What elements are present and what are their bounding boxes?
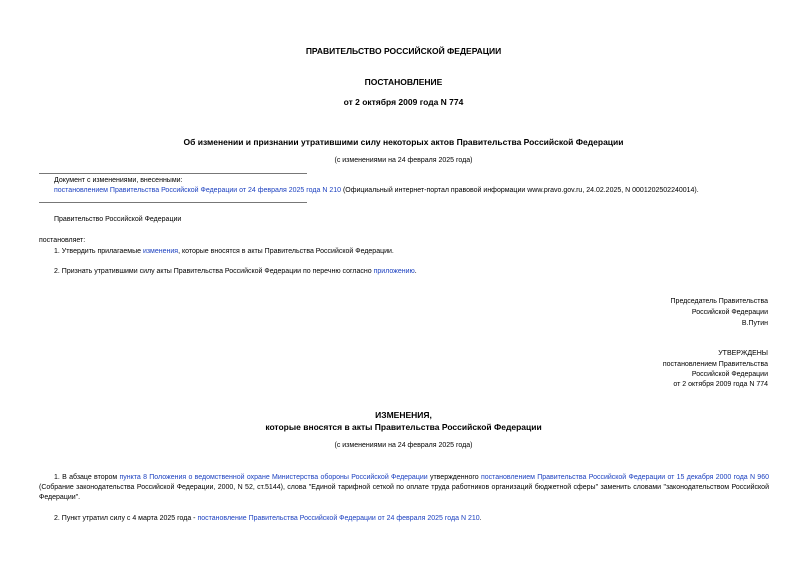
changes-edition-note: (с изменениями на 24 февраля 2025 года) (334, 442, 473, 449)
document-type: ПОСТАНОВЛЕНИЕ (364, 77, 443, 87)
regulation-link[interactable]: пункта 8 Положения о ведомственной охране Министерства обороны Российской Федерации (119, 474, 428, 481)
amendment-source: (Официальный интернет-портал правовой информации www.pravo.gov.ru, 24.02.2025, N 0001202502240014). (341, 187, 699, 194)
approval-country: Российской Федерации (691, 371, 768, 378)
signature-title: Председатель Правительства (670, 298, 768, 305)
approval-by: постановлением Правительства (662, 361, 768, 368)
signature-name: В.Путин (741, 320, 768, 327)
changes-title: ИЗМЕНЕНИЯ, (375, 410, 432, 420)
document-title: Об изменении и признании утратившими силу некоторых актов Правительства Российской Федерации (183, 137, 624, 147)
decree-210-link[interactable]: постановление Правительства Российской Федерации от 24 февраля 2025 года N 210 (197, 515, 480, 522)
changes-subtitle: которые вносятся в акты Правительства Российской Федерации (265, 422, 542, 432)
government-line: Правительство Российской Федерации (54, 216, 182, 223)
appendix-link[interactable]: приложению (373, 268, 415, 275)
item-1: 1. Утвердить прилагаемые изменения, которые вносятся в акты Правительства Российской Федерации. (54, 248, 394, 255)
signature-country: Российской Федерации (691, 309, 768, 316)
changes-paragraph-2: 2. Пункт утратил силу с 4 марта 2025 года - постановление Правительства Российской Федерации от 24 февраля 2025 года N 210. (54, 515, 482, 522)
item-2: 2. Признать утратившими силу акты Правительства Российской Федерации по перечню согласно приложению. (54, 268, 417, 275)
changes-paragraph-1: 1. В абзаце втором пункта 8 Положения о ведомственной охране Министерства обороны Российской Федерации утвержденного постановлением Правительства Российской Федерации от 15 декабря 2000 года N 960 (Собрание законодательства Российской Федерации, 2000, N 52, ст.5144), слова "Единой тарифной сеткой по оплате труда работников организаций бюджетной сферы" заменить словами "законодательством Российской Федерации". (39, 474, 769, 501)
government-heading: ПРАВИТЕЛЬСТВО РОССИЙСКОЙ ФЕДЕРАЦИИ (305, 46, 502, 56)
amendment-link[interactable]: постановлением Правительства Российской Федерации от 24 февраля 2025 года N 210 (54, 187, 341, 194)
amendments-line (54, 186, 699, 196)
amendments-divider-top (39, 173, 307, 174)
approval-date: от 2 октября 2009 года N 774 (673, 381, 768, 388)
changes-link[interactable]: изменения (142, 248, 179, 255)
decree-960-link[interactable]: постановлением Правительства Российской Федерации от 15 декабря 2000 года N 960 (480, 474, 769, 481)
edition-note: (с изменениями на 24 февраля 2025 года) (334, 157, 473, 164)
document-date-number: от 2 октября 2009 года N 774 (343, 97, 464, 107)
resolves-line: постановляет: (39, 237, 86, 244)
amendments-divider-bottom (39, 202, 307, 203)
approval-heading: УТВЕРЖДЕНЫ (718, 350, 768, 357)
amendments-intro: Документ с изменениями, внесенными: (54, 177, 183, 184)
